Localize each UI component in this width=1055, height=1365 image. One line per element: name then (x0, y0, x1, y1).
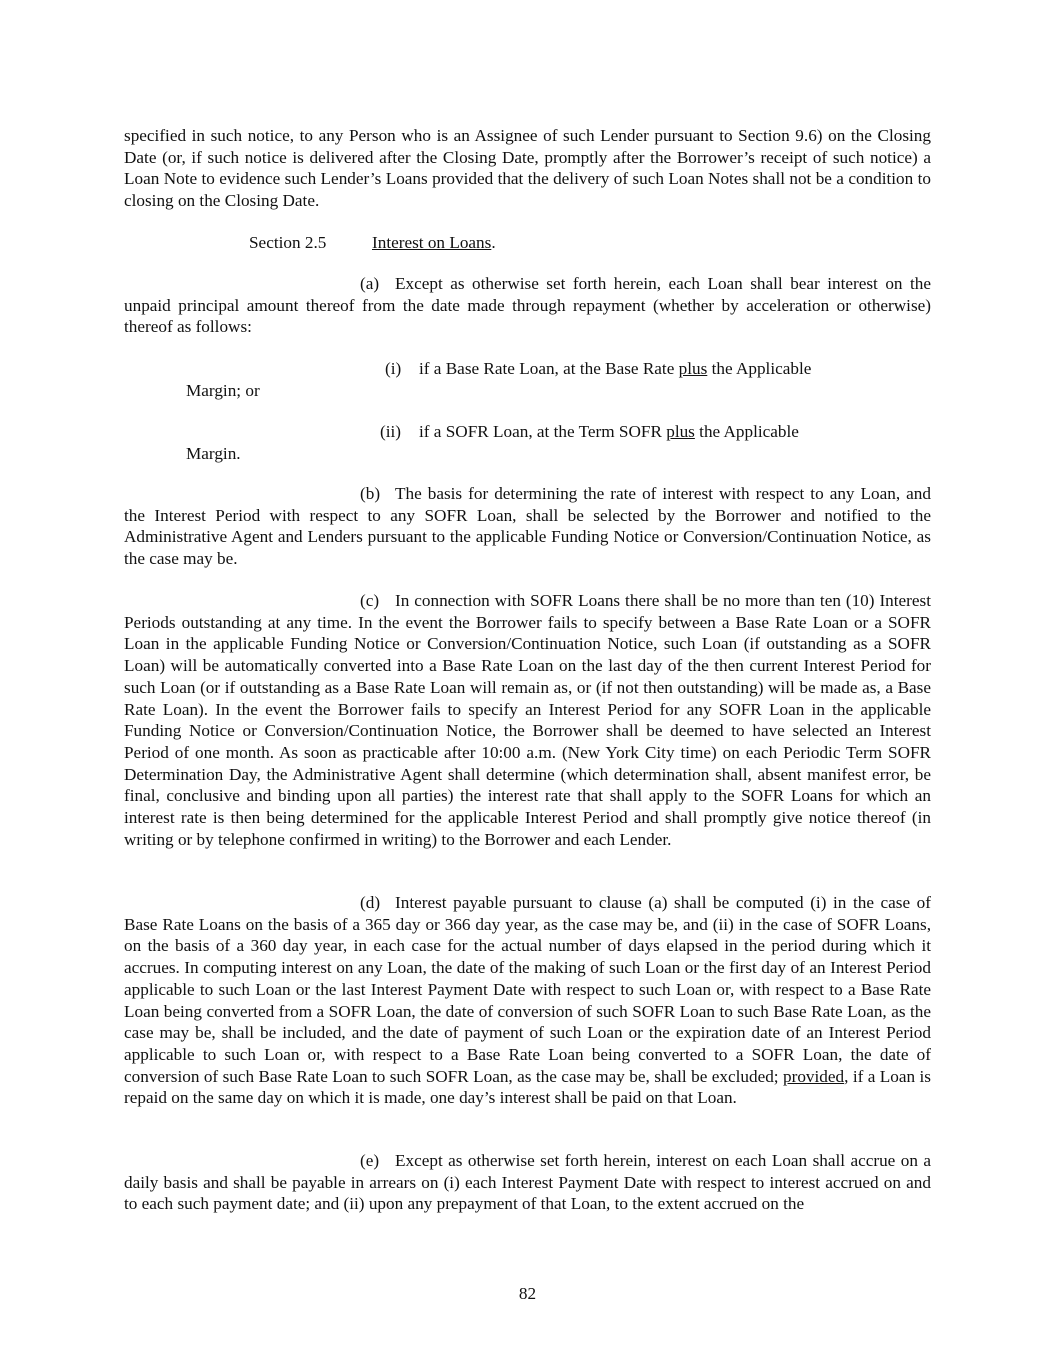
item-i-plus: plus (678, 359, 708, 378)
clause-a (124, 273, 931, 338)
clause-d (124, 892, 931, 1109)
clause-c-text: In connection with SOFR Loans there shall be no more than ten (10) Interest Periods outstanding at any time. In the event the Borrower fails to specify between a Base Rate Loan or a SOFR Loan in the applicable Funding Notice or Conversion/Continuation Notice, such Loan (if outstanding as a SOFR Loan) will be automatically converted into a Base Rate Loan on the last day of the then current Interest Period for such Loan (or if outstanding as a Base Rate Loan will remain as, or (if not then outstanding) will be made as, a Base Rate Loan). In the event the Borrower fails to specify an Interest Period for any SOFR Loan in the applicable Funding Notice or Conversion/Continuation Notice, the Borrower shall be deemed to have selected an Interest Period of one month. As soon as practicable after 10:00 a.m. (New York City time) on each Periodic Term SOFR Determination Day, the Administrative Agent shall determine (which determination shall, absent manifest error, be final, conclusive and binding upon all parties) the interest rate that shall apply to the SOFR Loans for which an interest rate is then being determined for the applicable Interest Period and shall promptly give notice thereof (in writing or by telephone confirmed in writing) to the Borrower and each Lender. (124, 591, 931, 849)
clause-d-label: (d) (360, 893, 381, 912)
clause-d-text: Interest payable pursuant to clause (a) shall be computed (i) in the case of Base Rate Loans on the basis of a 365 day or 366 day year, as the case may be, and (ii) in the case of SOFR Loans, on the basis of a 360 day year, in each case for the actual number of days elapsed in the period during which it accrues. In computing interest on any Loan, the date of the making of such Loan or the first day of an Interest Period applicable to such Loan or the last Interest Payment Date with respect to such Loan or, with respect to a Base Rate Loan being converted from a SOFR Loan, the date of conversion of such SOFR Loan to such Base Rate Loan, as the case may be, shall be included, and the date of payment of such Loan or the expiration date of an Interest Period applicable to such Loan or, with respect to a Base Rate Loan being converted to a SOFR Loan, the date of conversion of such Base Rate Loan to such SOFR Loan, as the case may be, shall be excluded; (124, 893, 931, 1086)
item-i-label: (i) (385, 359, 402, 378)
clause-b-text: The basis for determining the rate of interest with respect to any Loan, and the Interest Period with respect to any SOFR Loan, shall be selected by the Borrower and notified to the Administrative Agent and Lenders pursuant to the applicable Funding Notice or Conversion/Continuation Notice, as the case may be. (124, 484, 931, 569)
item-i-text: if a Base Rate Loan, at the Base Rate (419, 359, 675, 378)
item-ii-text: if a SOFR Loan, at the Term SOFR (419, 422, 662, 441)
item-ii-label: (ii) (380, 422, 401, 441)
section-number: Section 2.5 (249, 233, 327, 252)
section-title: Interest on Loans (372, 233, 492, 252)
item-i-text-end: the Applicable (711, 359, 812, 378)
clause-c (124, 590, 931, 850)
clause-a-item-i (385, 358, 811, 380)
section-heading (249, 232, 496, 254)
clause-a-label: (a) (360, 274, 380, 293)
item-ii-plus: plus (666, 422, 695, 441)
item-ii-continuation: Margin. (186, 444, 241, 463)
item-ii-text-end: the Applicable (699, 422, 799, 441)
intro-paragraph: specified in such notice, to any Person who is an Assignee of such Lender pursuant to Section 9.6) on the Closing Date (or, if such notice is delivered after the Closing Date, promptly after the Borrower’s receipt of such notice) a Loan Note to evidence such Lender’s Loans provided that the delivery of such Loan Notes shall not be a condition to closing on the Closing Date. (124, 126, 931, 211)
clause-c-label: (c) (360, 591, 380, 610)
page-number: 82 (518, 1284, 537, 1303)
section-title-period: . (491, 233, 496, 252)
clause-a-item-ii (380, 421, 799, 443)
clause-a-text: Except as otherwise set forth herein, each Loan shall bear interest on the unpaid principal amount thereof from the date made through repayment (whether by acceleration or otherwise) thereof as follows: (124, 274, 931, 337)
clause-d-provided: provided (783, 1066, 845, 1086)
clause-e (124, 1150, 931, 1215)
clause-b (124, 483, 931, 570)
item-i-continuation: Margin; or (186, 381, 260, 400)
clause-e-text: Except as otherwise set forth herein, interest on each Loan shall accrue on a daily basis and shall be payable in arrears on (i) each Interest Payment Date with respect to interest accrued on and to each such payment date; and (ii) upon any prepayment of that Loan, to the extent accrued on the (124, 1151, 931, 1214)
clause-e-label: (e) (360, 1151, 380, 1170)
clause-b-label: (b) (360, 484, 381, 503)
clause-d-text-end: , if a Loan is repaid on the same day on which it is made, one day’s interest shall be paid on that Loan. (124, 1066, 931, 1108)
